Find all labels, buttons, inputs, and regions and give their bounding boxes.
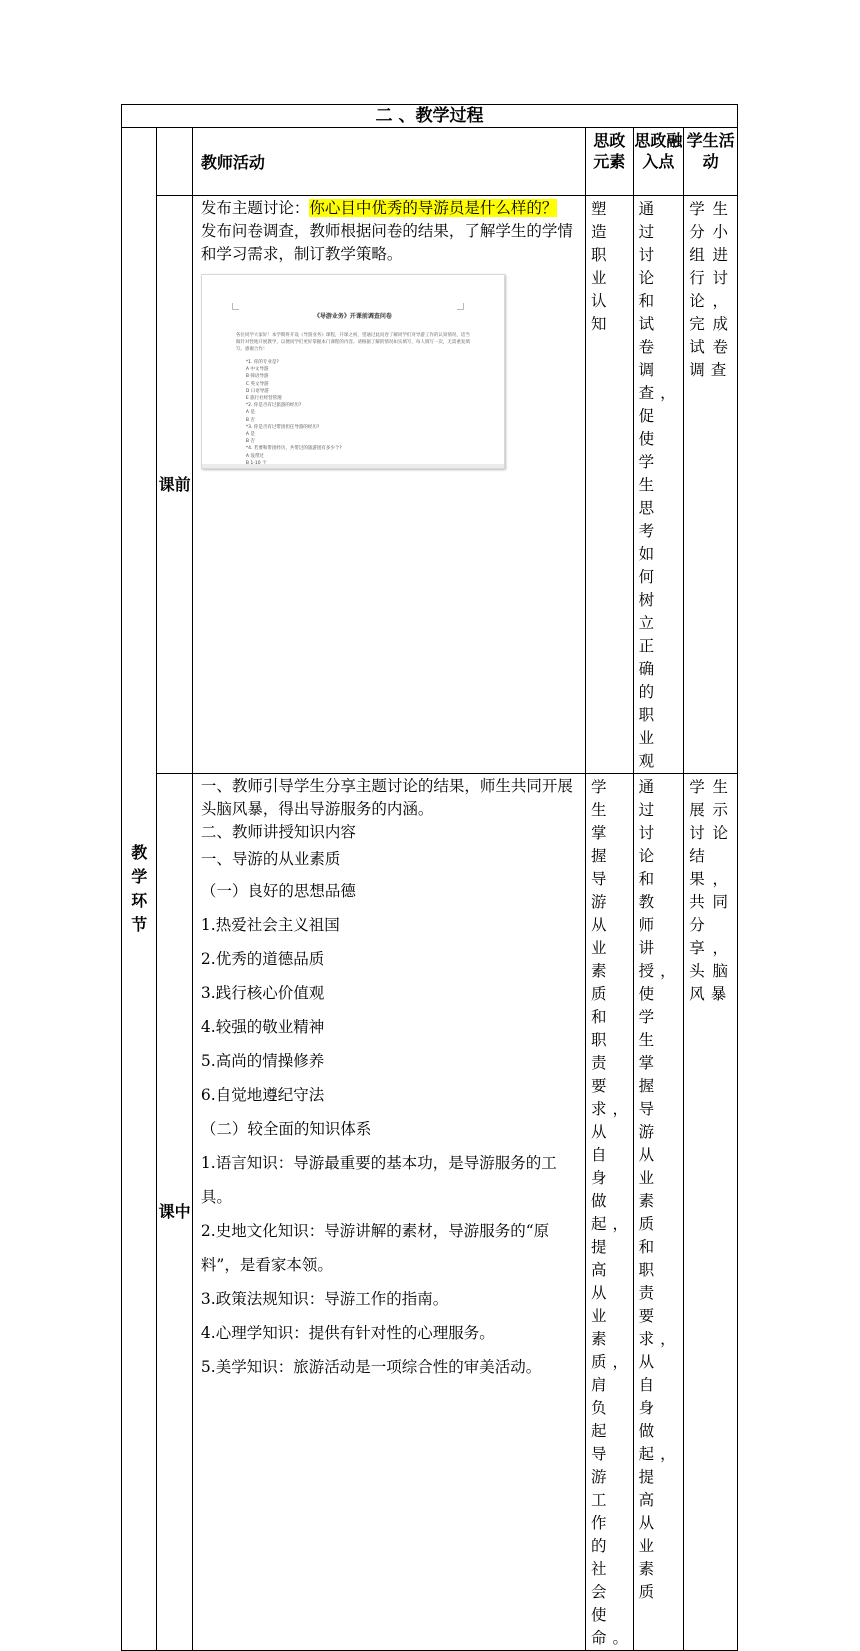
survey-question-line: E 旅行社经营管理 bbox=[245, 396, 282, 402]
survey-question-line: *4. 若要和带团经历，共带过的旅游团有多少个? bbox=[245, 446, 342, 452]
knowledge-item: 5.美学知识：旅游活动是一项综合性的审美活动。 bbox=[200, 1358, 542, 1376]
knowledge-item: 6.自觉地遵纪守法 bbox=[200, 1086, 325, 1104]
in-class-teacher-activity bbox=[192, 774, 585, 1651]
pre-class-teacher-activity bbox=[192, 196, 585, 774]
in-class-part2: 二、教师讲授知识内容 bbox=[200, 823, 356, 841]
survey-title: 《导游业务》开课前调查问卷 bbox=[313, 313, 392, 320]
in-class-intro: 一、教师引导学生分享主题讨论的结果，师生共同开展头脑风暴，得出导游服务的内涵。 bbox=[200, 777, 573, 818]
in-class-sub2: （二）较全面的知识体系 bbox=[200, 1120, 372, 1138]
survey-question-line: *3. 你是否有过带团担任导游的经历? bbox=[245, 424, 320, 430]
knowledge-item: 1.语言知识：导游最重要的基本功，是导游服务的工具。 bbox=[200, 1154, 557, 1206]
survey-questions bbox=[246, 359, 504, 467]
survey-question-line: A 中文导游 bbox=[245, 367, 269, 373]
pre-class-sizheng-integration: 通过讨论和试卷调查，促使学生思考如何树立正确的职业观 bbox=[633, 196, 684, 774]
knowledge-item: 4.心理学知识：提供有针对性的心理服务。 bbox=[200, 1324, 495, 1342]
survey-intro: 各位同学大家好！本学期将开设《导游业务》课程，开课之初，望通过此问卷了解同学们对导游工作的认知情况，适当做针对性地开展教学，以便同学们更好掌握本门课程的内容。请根据了解的情况如实填写，每人填写一次，无需重复填写。感谢合作！ bbox=[235, 333, 470, 352]
in-class-heading: 一、导游的从业素质 bbox=[200, 850, 341, 868]
in-class-label: 课中 bbox=[157, 774, 192, 1651]
survey-question-line: C 英文导游 bbox=[245, 381, 269, 387]
survey-question-line: *2. 你是否有过旅游的经历? bbox=[245, 403, 302, 409]
header-sizheng-integration: 思政融入点 bbox=[633, 128, 684, 196]
survey-question-line: *1. 你的专业是? bbox=[245, 360, 279, 365]
topic-highlight: 你心目中优秀的导游员是什么样的？ bbox=[309, 199, 558, 217]
knowledge-item: 4.较强的敬业精神 bbox=[200, 1018, 325, 1036]
in-class-sizheng-integration: 通过讨论和教师讲授，使学生掌握导游从业素质和职责要求，从自身做起，提高从业素质 bbox=[633, 774, 684, 1651]
in-class-sub1: （一）良好的思想品德 bbox=[200, 882, 356, 900]
survey-question-line: A 是 bbox=[245, 410, 255, 416]
knowledge-item: 2.优秀的道德品质 bbox=[200, 950, 325, 968]
survey-text: 发布问卷调查，教师根据问卷的结果，了解学生的学情和学习需求，制订教学策略。 bbox=[200, 222, 573, 263]
knowledge-item: 3.践行核心价值观 bbox=[200, 984, 325, 1002]
knowledge-item: 3.政策法规知识：导游工作的指南。 bbox=[200, 1290, 449, 1308]
survey-question-line: B 否 bbox=[245, 439, 255, 445]
header-teacher-activity: 教师活动 bbox=[192, 128, 585, 196]
header-sizheng-elements: 思政元素 bbox=[585, 128, 633, 196]
survey-question-line: A 是 bbox=[245, 432, 255, 438]
pre-class-label: 课前 bbox=[157, 196, 192, 774]
knowledge-item: 2.史地文化知识：导游讲解的素材，导游服务的“原料”，是看家本领。 bbox=[200, 1222, 550, 1274]
survey-question-line: B 否 bbox=[245, 417, 255, 423]
in-class-sizheng-elements: 学生掌握导游从业素质和职责要求，从自身做起，提高从业素质，肩负起导游工作的社会使命。 bbox=[585, 774, 633, 1651]
in-class-student-activity: 学生展示讨论结果，共同分享，头脑风暴 bbox=[684, 774, 738, 1651]
survey-question-line: D 日语导游 bbox=[245, 388, 269, 394]
teaching-process-table bbox=[121, 104, 738, 1651]
stage-label bbox=[122, 128, 157, 1651]
stage-label-text: 教学环节 bbox=[131, 843, 148, 934]
pre-class-student-activity: 学生分小组进行讨论，完成试卷调查 bbox=[684, 196, 738, 774]
survey-questionnaire-image bbox=[201, 274, 505, 469]
survey-question-line: A 没带过 bbox=[245, 453, 264, 459]
pre-class-sizheng-elements: 塑造职业认知 bbox=[585, 196, 633, 774]
section-title: 二 、教学过程 bbox=[122, 105, 738, 128]
topic-prefix: 发布主题讨论： bbox=[200, 199, 310, 217]
knowledge-item: 5.高尚的情操修养 bbox=[200, 1052, 325, 1070]
header-student-activity: 学生活动 bbox=[684, 128, 738, 196]
survey-question-line: B 韩语导游 bbox=[245, 374, 269, 380]
knowledge-item: 1.热爱社会主义祖国 bbox=[200, 916, 340, 934]
